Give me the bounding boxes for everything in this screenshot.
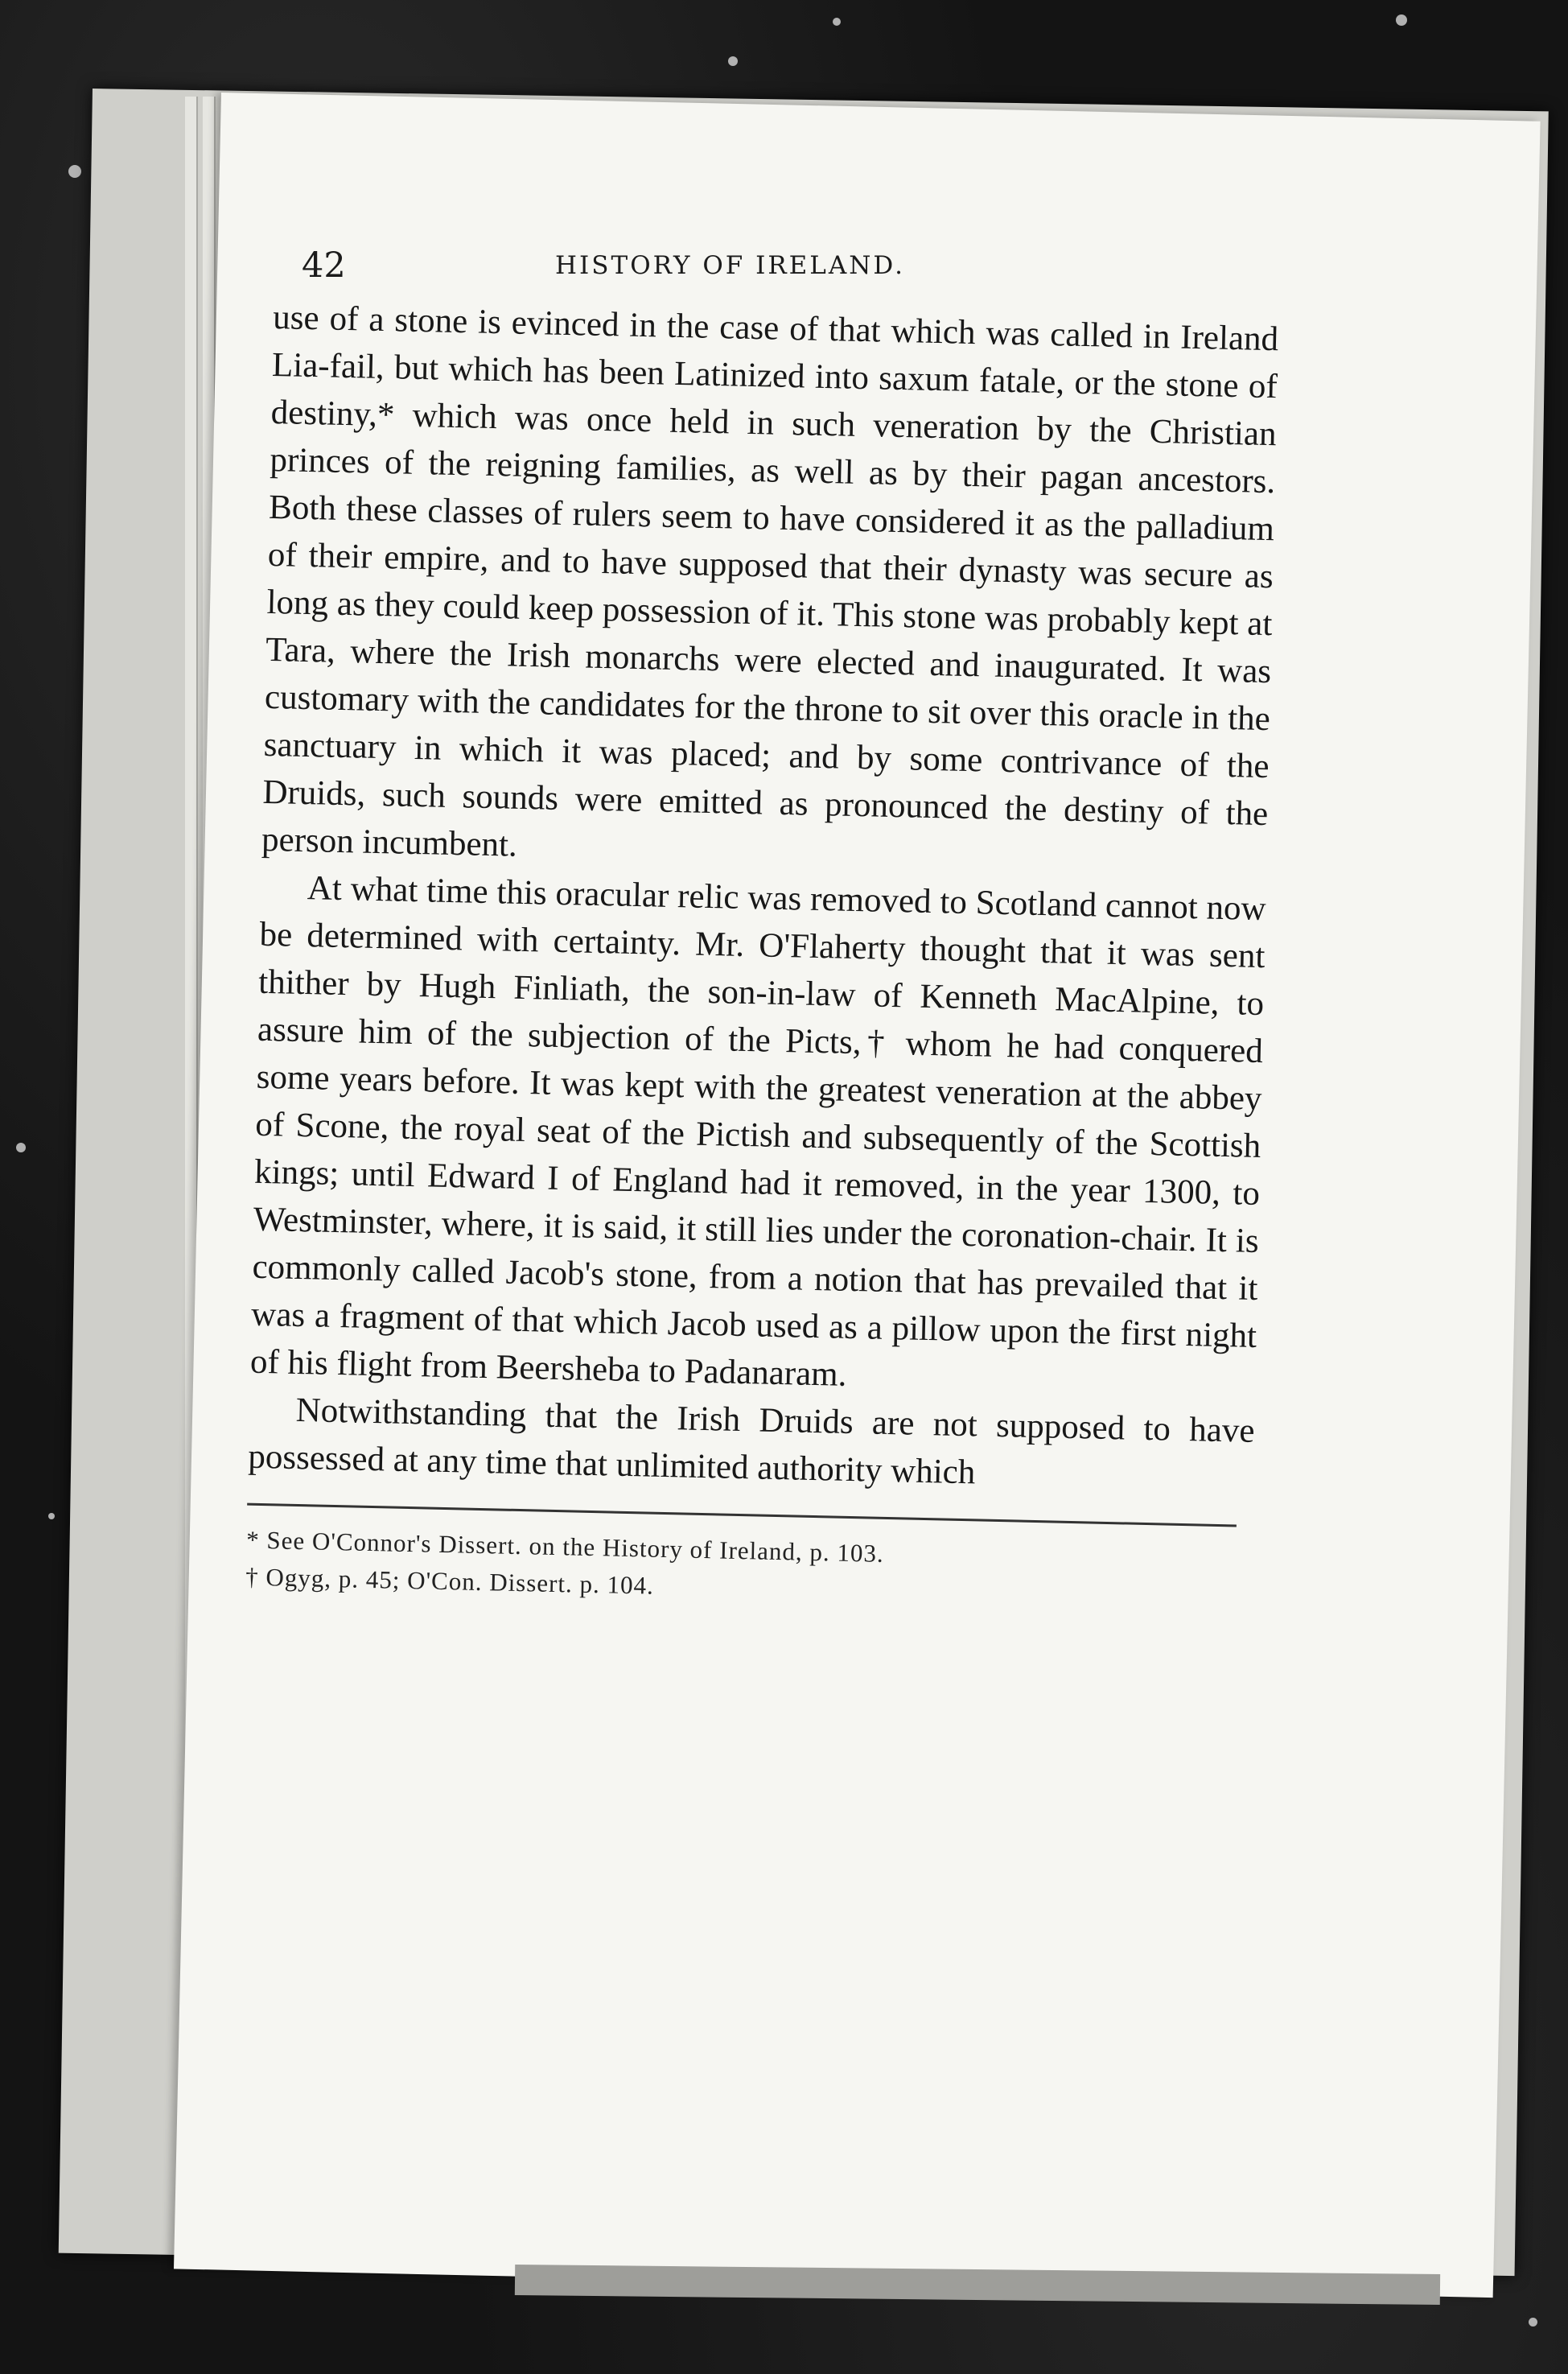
dust-speck <box>728 56 738 66</box>
running-title: HISTORY OF IRELAND. <box>555 251 906 280</box>
paragraph: use of a stone is evinced in the case of that which was called in Ireland Lia-fail, but which has been Latinized into saxum fatale, or the stone of destiny,* which was once held in such veneration by the Christian princes of the reigning families, as well as by their pagan ancestors. Both these classes of rulers seem to have considered it as the palladium of their empire, and to have supposed that their dynasty was secure as long as they could keep possession of it. This stone was probably kept at Tara, where the Irish monarchs were elected and inaugurated. It was customary with the candidates for the throne to sit over this oracle in the sanctuary in which it was placed; and by some contrivance of the Druids, such sounds were emitted as pronounced the destiny of the person incumbent. <box>261 298 1279 864</box>
dust-speck <box>48 1513 55 1519</box>
dust-speck <box>1396 14 1407 26</box>
running-head <box>302 241 1187 298</box>
footnote: † Ogyg, p. 45; O'Con. Dissert. p. 104. <box>245 1562 655 1600</box>
dust-speck <box>68 165 81 178</box>
dust-speck <box>833 18 841 26</box>
paragraph: Notwithstanding that the Irish Druids are not supposed to have possessed at any time that unlimited authority which <box>247 1391 1255 1492</box>
footnote-rule <box>247 1503 1237 1527</box>
paragraph: At what time this oracular relic was removed to Scotland cannot now be determined with certainty. Mr. O'Flaherty thought that it was sent thither by Hugh Finliath, the son-in-law of Kenneth MacAlpine, to assure him of the subjection of the Picts,† whom he had conquered some years before. It was kept with the greatest veneration at the abbey of Scone, the royal seat of the Pictish and subsequently of the Scottish kings; until Edward I of England had it removed, in the year 1300, to Westminster, where, it is said, it still lies under the coronation-chair. It is commonly called Jacob's stone, from a notion that has prevailed that it was a fragment of that which Jacob used as a pillow upon the first night of his flight from Beersheba to Padanaram. <box>249 869 1267 1394</box>
page-number: 42 <box>302 245 346 286</box>
dust-speck <box>16 1143 26 1152</box>
dust-speck <box>1529 2318 1537 2327</box>
footnote: * See O'Connor's Dissert. on the History of Ireland, p. 103. <box>245 1525 885 1568</box>
body-text <box>235 294 1279 2086</box>
